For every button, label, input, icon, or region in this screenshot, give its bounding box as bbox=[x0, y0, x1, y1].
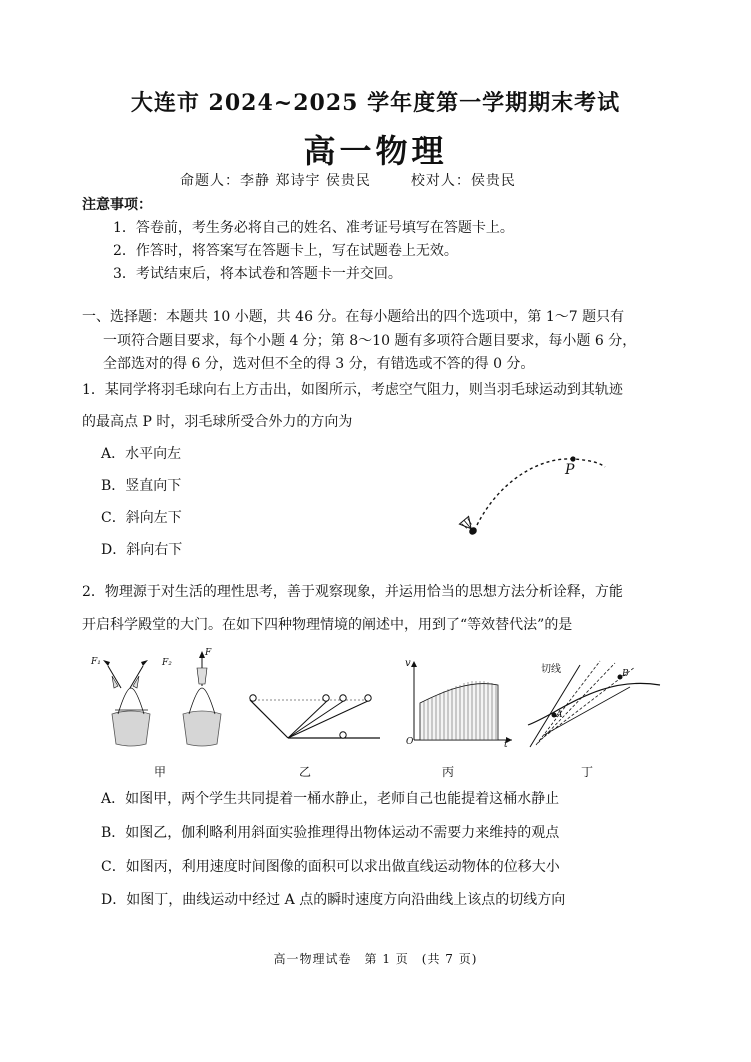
q2-option-b: B．如图乙，伽利略利用斜面实验推理得出物体运动不需要力来维持的观点 bbox=[101, 825, 560, 841]
figure-yi bbox=[240, 690, 385, 750]
q2-option-d: D．如图丁，曲线运动中经过 A 点的瞬时速度方向沿曲线上该点的切线方向 bbox=[101, 892, 566, 908]
note-item: 2．作答时，将答案写在答题卡上，写在试题卷上无效。 bbox=[113, 243, 458, 259]
section-text: 一项符合题目要求，每个小题 4 分；第 8～10 题有多项符合题目要求，每小题 6 分， bbox=[103, 333, 637, 349]
question-1-stem: 的最高点 P 时，羽毛球所受合外力的方向为 bbox=[82, 414, 353, 430]
point-p-label: P bbox=[565, 462, 575, 478]
proposers: 命题人：李静 郑诗宇 侯贵民 bbox=[180, 173, 371, 189]
shuttlecock-trajectory-figure bbox=[455, 445, 615, 545]
page-footer: 高一物理试卷 第 1 页 (共 7 页) bbox=[273, 952, 478, 966]
question-2-stem: 开启科学殿堂的大门。在如下四种物理情境的阐述中，用到了“等效替代法”的是 bbox=[82, 617, 573, 633]
point-a-label: A bbox=[556, 710, 563, 720]
authors-line bbox=[180, 170, 516, 190]
section-text: 全部选对的得 6 分，选对但不全的得 3 分，有错选或不答的得 0 分。 bbox=[103, 356, 535, 372]
q1-option-c: C．斜向左下 bbox=[101, 510, 182, 526]
proofreader: 校对人：侯贵民 bbox=[410, 173, 516, 189]
figure-label-yi: 乙 bbox=[298, 765, 311, 779]
q1-option-b: B．竖直向下 bbox=[101, 478, 182, 494]
tangent-label: 切线 bbox=[541, 664, 561, 675]
figure-label-ding: 丁 bbox=[580, 765, 593, 779]
figure-jia bbox=[88, 648, 228, 753]
q1-option-d: D．斜向右下 bbox=[101, 542, 183, 558]
q2-option-c: C．如图丙，利用速度时间图像的面积可以求出做直线运动物体的位移大小 bbox=[101, 859, 560, 875]
exam-title: 大连市 2024~2025 学年度第一学期期末考试 bbox=[130, 90, 621, 116]
label-f1: F₁ bbox=[91, 657, 101, 667]
figure-bing bbox=[400, 655, 515, 750]
figure-label-bing: 丙 bbox=[441, 765, 454, 779]
question-1-stem: 1．某同学将羽毛球向右上方击出，如图所示，考虑空气阻力，则当羽毛球运动到其轨迹 bbox=[82, 382, 623, 398]
figure-label-jia: 甲 bbox=[153, 765, 166, 779]
notes-title: 注意事项： bbox=[82, 197, 152, 213]
note-item: 1．答卷前，考生务必将自己的姓名、准考证号填写在答题卡上。 bbox=[113, 220, 514, 236]
axis-v-label: v bbox=[405, 658, 411, 669]
note-item: 3．考试结束后，将本试卷和答题卡一并交回。 bbox=[113, 266, 402, 282]
subject-title: 高一物理 bbox=[303, 132, 448, 170]
q2-option-a: A．如图甲，两个学生共同提着一桶水静止，老师自己也能提着这桶水静止 bbox=[101, 791, 560, 807]
section-heading: 一、选择题：本题共 10 小题，共 46 分。在每小题给出的四个选项中，第 1～7 题只有 bbox=[82, 309, 625, 325]
question-2-stem: 2．物理源于对生活的理性思考，善于观察现象，并运用恰当的思想方法分析诠释，方能 bbox=[82, 584, 623, 600]
label-f: F bbox=[205, 648, 212, 658]
axis-t-label: t bbox=[504, 740, 508, 750]
label-f2: F₂ bbox=[162, 658, 172, 668]
point-p bbox=[570, 456, 575, 461]
q1-option-a: A．水平向左 bbox=[101, 446, 182, 462]
trajectory-curve bbox=[477, 459, 605, 525]
shuttlecock-icon bbox=[459, 516, 479, 537]
point-b-label: B bbox=[622, 669, 629, 679]
axis-origin-label: O bbox=[406, 737, 414, 747]
